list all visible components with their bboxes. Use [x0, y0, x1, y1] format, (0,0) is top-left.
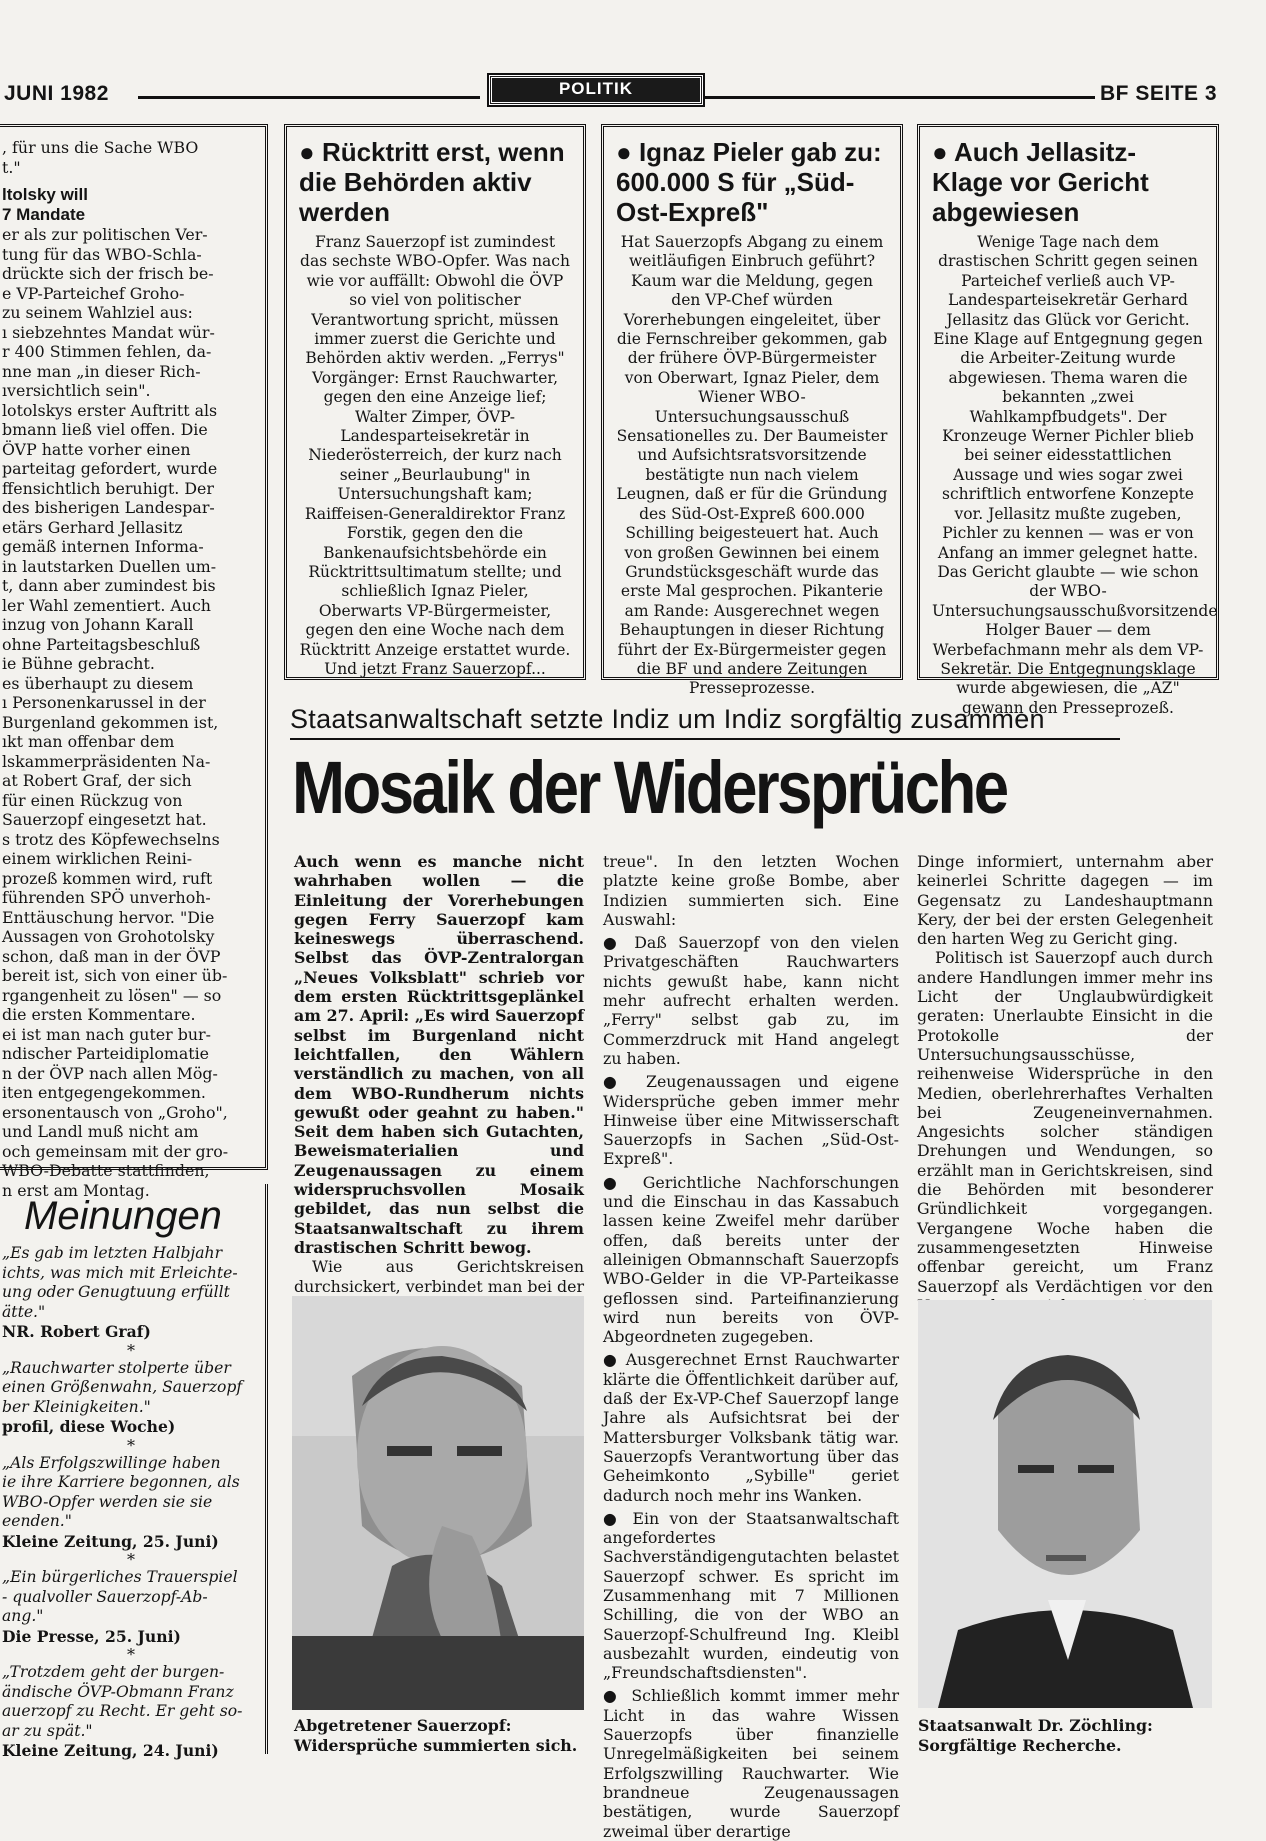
left-column-line: bereit ist, sich von einer üb-: [2, 966, 228, 985]
box-ruecktritt-body: Franz Sauerzopf ist zumindest das sechste WBO-Opfer. Was nach wie vor auffällt: Obwohl die ÖVP so viel von politischer Verantwortung spricht, müssen immer zuerst die Gerichte und Behörden aktiv werden. „Ferrys" Vorgänger: Ernst Rauchwarter, gegen den eine Anzeige lief; Walter Zimper, ÖVP-Landesparteisekretär in Niederösterreich, der kurz nach seiner „Beurlaubung" in Untersuchungshaft kam; Raiffeisen-Generaldirektor Franz Forstik, gegen den die Bankenaufsichtsbehörde ein Rücktrittsultimatum stellte; und schließlich Ignaz Pieler, Oberwarts VP-Bürgermeister, gegen den eine Woche nach dem Rücktritt Anzeige erstattet wurde. Und jetzt Franz Sauerzopf...: [299, 233, 571, 678]
quote-line: eenden.": [2, 1512, 72, 1530]
page-number: BF SEITE 3: [1100, 82, 1218, 105]
left-column-line: iten entgegengekommen.: [2, 1083, 206, 1102]
photo-zoechling: [918, 1300, 1212, 1708]
left-column-line: ı Personenkarussel in der: [2, 693, 206, 712]
left-column-line: n erst am Montag.: [2, 1180, 150, 1200]
left-column-line: ohne Parteitagsbeschluß: [2, 634, 201, 654]
left-column-line: es überhaupt zu diesem: [2, 673, 194, 693]
photo-sauerzopf: [292, 1296, 584, 1710]
bullet-icon: ●: [299, 137, 322, 167]
quote-separator: *: [127, 1340, 135, 1360]
left-column-line: ÖVP hatte vorher einen: [2, 439, 191, 459]
quote-line: - qualvoller Sauerzopf-Ab-: [2, 1587, 208, 1606]
quote-line: „Trotzdem geht der burgen-: [2, 1663, 225, 1681]
article-lead: Auch wenn es manche nicht wahrhaben wollen — die Einleitung der Vorerhebungen gegen Ferry Sauerzopf kam keineswegs überraschend. Selbst das ÖVP-Zentralorgan „Neues Volksblatt" schrieb vor dem ersten Rücktrittsgeplänkel am 27. April: „Es wird Sauerzopf selbst im Burgenland nicht leichtfallen, den Wählern verständlich zu machen, von all dem WBO-Rundherum nichts gewußt oder geahnt zu haben." Seit dem haben sich Gutachten, Beweismaterialien und Zeugenaussagen zu einem widerspruchsvollen Mosaik gebildet, das nun selbst die Staatsanwaltschaft zu ihrem drastischen Schritt bewog.: [294, 852, 584, 1257]
quote-line: auerzopf zu Recht. Er geht so-: [2, 1702, 243, 1720]
left-column-line: WBO-Debatte stattfinden,: [2, 1161, 210, 1180]
quote-line: ichts, was mich mit Erleichte-: [2, 1263, 238, 1282]
box-ruecktritt: [284, 124, 586, 680]
left-column-line: in lautstarken Duellen um-: [2, 556, 217, 576]
meinungen-quotes: [2, 1244, 260, 1761]
box-pieler-body: Hat Sauerzopfs Abgang zu einem weitläufigen Einbruch geführt? Kaum war die Meldung, gegen den VP-Chef würden Vorerhebungen eingeleitet, über die Fernschreiber gekommen, gab der frühere ÖVP-Bürgermeister von Oberwart, Ignaz Pieler, dem Wiener WBO-Untersuchungsausschuß Sensationelles zu. Der Baumeister und Aufsichtsratsvorsitzende bestätigte nun nach vielem Leugnen, daß er für die Gründung des Süd-Ost-Expreß 600.000 Schilling beigesteuert hat. Auch von großen Gewinnen bei einem Grundstücksgeschäft wurde das erste Mal gesprochen. Pikanterie am Rande: Ausgerechnet wegen Behauptungen in dieser Richtung führt der Ex-Bürgermeister gegen die BF und andere Zeitungen Presseprozesse.: [616, 233, 888, 698]
left-column-line: drückte sich der frisch be-: [2, 264, 214, 283]
headline: Mosaik der Widersprüche: [292, 746, 1007, 829]
left-column-line: nne man „in dieser Rich-: [2, 361, 201, 381]
left-column-line: er als zur politischen Ver-: [2, 225, 208, 244]
quote-source: Kleine Zeitung, 25. Juni): [2, 1531, 219, 1551]
article-col2-intro: treue". In den letzten Wochen platzte keine große Bombe, aber Indizien summierten sich. Eine Auswahl:: [603, 852, 899, 929]
left-column-line: ndischer Parteidiplomatie: [2, 1044, 210, 1063]
quote-line: „Als Erfolgszwillinge haben: [2, 1453, 221, 1472]
issue-date: JUNI 1982: [4, 82, 109, 105]
left-column-line: ffensichtlich beruhigt. Der: [2, 478, 214, 498]
article-col2: [603, 852, 899, 1841]
left-column-line: und Landl muß nicht am: [2, 1122, 199, 1141]
left-column-line: n der ÖVP nach allen Mög-: [2, 1063, 218, 1083]
left-column-line: s trotz des Köpfewechselns: [2, 829, 220, 849]
quote-line: „Ein bürgerliches Trauerspiel: [2, 1568, 238, 1586]
quote-line: ätte.": [2, 1302, 46, 1321]
box-jellasitz-title: ● Auch Jellasitz-Klage vor Gericht abgewiesen: [932, 137, 1149, 227]
bullet-icon: ●: [932, 137, 954, 167]
left-column-line: och gemeinsam mit der gro-: [2, 1141, 229, 1161]
left-column-line: rgangenheit zu lösen" — so: [2, 985, 222, 1005]
article-bullet: ● Ein von der Staatsanwaltschaft angefordertes Sachverständigengutachten belastet Sauerzopf schwer. Es spricht im Zusammenhang mit 7 Millionen Schilling, die von der WBO an Sauerzopf-Schulfreund Ing. Kleibl ausbezahlt wurden, eindeutig von „Freundschaftsdiensten".: [603, 1509, 899, 1683]
left-column-line: etärs Gerhard Jellasitz: [2, 517, 183, 537]
left-column-line: t.": [2, 157, 21, 177]
left-column-line: inzug von Johann Karall: [2, 615, 194, 634]
left-column-heading: 7 Mandate: [2, 205, 86, 224]
left-column-line: ie Bühne gebracht.: [2, 654, 155, 673]
box-pieler-title: ● Ignaz Pieler gab zu: 600.000 S für „Süd-Ost-Expreß": [616, 137, 882, 227]
section-label: POLITIK: [489, 75, 703, 105]
quote-line: ändische ÖVP-Obmann Franz: [2, 1682, 234, 1701]
left-column-line: ı siebzehntes Mandat wür-: [2, 322, 215, 342]
quote-line: ber Kleinigkeiten.": [2, 1397, 151, 1416]
left-column-line: gemäß internen Informa-: [2, 537, 204, 556]
quote-line: einen Größenwahn, Sauerzopf: [2, 1378, 243, 1396]
left-column-line: des bisherigen Landespar-: [2, 498, 215, 517]
header-rule-left: [138, 96, 480, 99]
left-column-line: Sauerzopf eingesetzt hat.: [2, 810, 207, 829]
left-column-line: für einen Rückzug von: [2, 790, 183, 810]
quote-source: NR. Robert Graf): [2, 1322, 151, 1341]
left-column-line: e VP-Parteichef Groho-: [2, 283, 185, 303]
article-bullet: ● Daß Sauerzopf von den vielen Privatgeschäften Rauchwarters nichts gewußt habe, kann nicht mehr aufrecht erhalten werden. „Ferry" selbst gab zu, im Commerzdruck mit Hand angelegt zu haben.: [603, 933, 899, 1068]
quote-line: „Es gab im letzten Halbjahr: [2, 1244, 223, 1262]
quote-separator: *: [127, 1435, 135, 1455]
header-rule-right: [705, 96, 1095, 99]
quote-separator: *: [127, 1645, 135, 1664]
left-column-line: r 400 Stimmen fehlen, da-: [2, 342, 212, 361]
article-col1: [294, 852, 584, 1354]
left-column-line: , für uns die Sache WBO: [2, 138, 199, 157]
kicker-rule: [290, 738, 1120, 740]
left-column-line: parteitag gefordert, wurde: [2, 459, 218, 478]
article-bullet: ● Schließlich kommt immer mehr Licht in das wahre Wissen Sauerzopfs über finanzielle Unregelmäßigkeiten bei seinem Erfolgszwilling Rauchwarter. Wie brandneue Zeugenaussagen bestätigen, wurde Sauerzopf zweimal über derartige: [603, 1686, 899, 1840]
left-column-heading: ltolsky will: [2, 185, 88, 204]
left-column-line: lskammerpräsidenten Na-: [2, 751, 211, 771]
left-column-line: führenden SPÖ unverhoh-: [2, 888, 211, 907]
left-column-line: ei ist man nach guter bur-: [2, 1024, 211, 1044]
left-column-line: die ersten Kommentare.: [2, 1005, 196, 1024]
left-column-line: prozeß kommen wird, ruft: [2, 868, 213, 888]
quote-source: Kleine Zeitung, 24. Juni): [2, 1741, 219, 1760]
box-ruecktritt-title: ● Rücktritt erst, wenn die Behörden aktiv werden: [299, 137, 565, 227]
box-jellasitz-body: Wenige Tage nach dem drastischen Schritt gegen seinen Parteichef verließ auch VP-Landesparteisekretär Gerhard Jellasitz das Glück vor Gericht. Eine Klage auf Entgegnung gegen die Arbeiter-Zeitung wurde abgewiesen. Thema waren die bekannten „zwei Wahlkampfbudgets". Der Kronzeuge Werner Pichler blieb bei seiner eidesstattlichen Aussage und wies sogar zwei schriftlich entworfene Konzepte vor. Jellasitz mußte zugeben, Pichler zu kennen — was er von Anfang an immer gelegnet hatte. Das Gericht glaubte — wie schon der WBO-Untersuchungsausschußvorsitzende Holger Bauer — dem Werbefachmann mehr als dem VP-Sekretär. Die Entgegnungsklage wurde abgewiesen, die „AZ" gewann den Presseprozeß.: [932, 233, 1218, 717]
quote-line: WBO-Opfer werden sie sie: [2, 1492, 213, 1511]
left-column-line: einem wirklichen Reini-: [2, 849, 193, 868]
box-jellasitz: [917, 124, 1219, 717]
left-column-line: ıversichtlich sein".: [2, 381, 151, 400]
article-col3: [917, 852, 1213, 1315]
left-column-line: Burgenland gekommen ist,: [2, 712, 219, 732]
left-column-line: at Robert Graf, der sich: [2, 771, 192, 790]
quote-line: „Rauchwarter stolperte über: [2, 1358, 231, 1377]
left-column-text: [2, 138, 260, 1200]
meinungen-title: Meinungen: [24, 1194, 222, 1238]
quote-line: ang.": [2, 1607, 44, 1625]
left-column-line: Aussagen von Grohotolsky: [2, 927, 215, 946]
article-bullet: ● Zeugenaussagen und eigene Widersprüche geben immer mehr Hinweise über eine Mitwisserschaft Sauerzopfs in Sachen „Süd-Ost-Expreß".: [603, 1072, 899, 1168]
caption-zoechling: Staatsanwalt Dr. Zöchling: Sorgfältige Recherche.: [918, 1716, 1153, 1755]
left-column-line: t, dann aber zumindest bis: [2, 576, 216, 595]
article-col3-p2: Politisch ist Sauerzopf auch durch andere Handlungen immer mehr ins Licht der Unglaubwürdigkeit geraten: Unerlaubte Einsicht in die Protokolle der Untersuchungsausschüsse, reihenweise Widersprüche in den Medien, oberlehrerhaftes Verhalten bei Zeugeneinvernahmen. Angesichts solcher ständigen Drehungen und Wendungen, so erzählt man in Gerichtskreisen, sind die Behörden mit besonderer Gründlichkeit vorgegangen. Vergangene Woche haben die zusammengesetzten Hinweise offenbar gereicht, um Franz Sauerzopf als Verdächtigen vor den: [917, 948, 1213, 1296]
article-bullet: ● Ausgerechnet Ernst Rauchwarter klärte die Öffentlichkeit darüber auf, daß der Ex-VP-Chef Sauerzopf lange Jahre als Aufsichtsrat bei der Mattersburger Volksbank tätig war. Sauerzopfs Verantwortung über das Geheimkonto „Sybille" geriet dadurch noch mehr ins Wanken.: [603, 1350, 899, 1504]
quote-source: profil, diese Woche): [2, 1417, 176, 1436]
left-column-line: bmann ließ viel offen. Die: [2, 420, 208, 439]
left-column-line: Enttäuschung hervor. "Die: [2, 907, 215, 927]
article-bullet: ● Gerichtliche Nachforschungen und die Einschau in das Kassabuch lassen keine Zweifel mehr darüber offen, daß bereits unter der alleinigen Obmannschaft Sauerzopfs WBO-Gelder in die VP-Parteikasse geflossen sind. Parteifinanzierung wird nun bereits von ÖVP-Abgeordneten zugegeben.: [603, 1173, 899, 1347]
quote-line: ung oder Genugtuung erfüllt: [2, 1283, 230, 1301]
article-col3-p1: Dinge informiert, unternahm aber keinerlei Schritte dagegen — im Gegensatz zu Landeshauptmann Kery, der bei der ersten Gelegenheit den harten Weg zu Gericht ging.: [917, 852, 1213, 949]
left-column-line: ersonentausch von „Groho",: [2, 1102, 228, 1122]
caption-sauerzopf: Abgetretener Sauerzopf: Widersprüche summierten sich.: [294, 1716, 578, 1755]
quote-source: Die Presse, 25. Juni): [2, 1626, 181, 1646]
left-column-line: schon, daß man in der ÖVP: [2, 946, 221, 966]
left-column-line: ler Wahl zementiert. Auch: [2, 595, 211, 615]
quote-separator: *: [127, 1550, 135, 1569]
quote-line: ar zu spät.": [2, 1721, 93, 1740]
left-column-line: tung für das WBO-Schla-: [2, 244, 202, 264]
box-pieler: [601, 124, 903, 698]
quote-line: ie ihre Karriere begonnen, als: [2, 1473, 240, 1491]
left-column-line: lotolskys erster Auftritt als: [2, 400, 218, 420]
left-column-line: ıkt man offenbar dem: [2, 732, 175, 751]
article-col1-p2: Wie aus Gerichtskreisen durchsickert, verbindet man bei der: [294, 1257, 584, 1296]
left-column-line: zu seinem Wahlziel aus:: [2, 303, 193, 322]
kicker: Staatsanwaltschaft setzte Indiz um Indiz sorgfältig zusammen: [290, 704, 1045, 734]
bullet-icon: ●: [616, 137, 639, 167]
